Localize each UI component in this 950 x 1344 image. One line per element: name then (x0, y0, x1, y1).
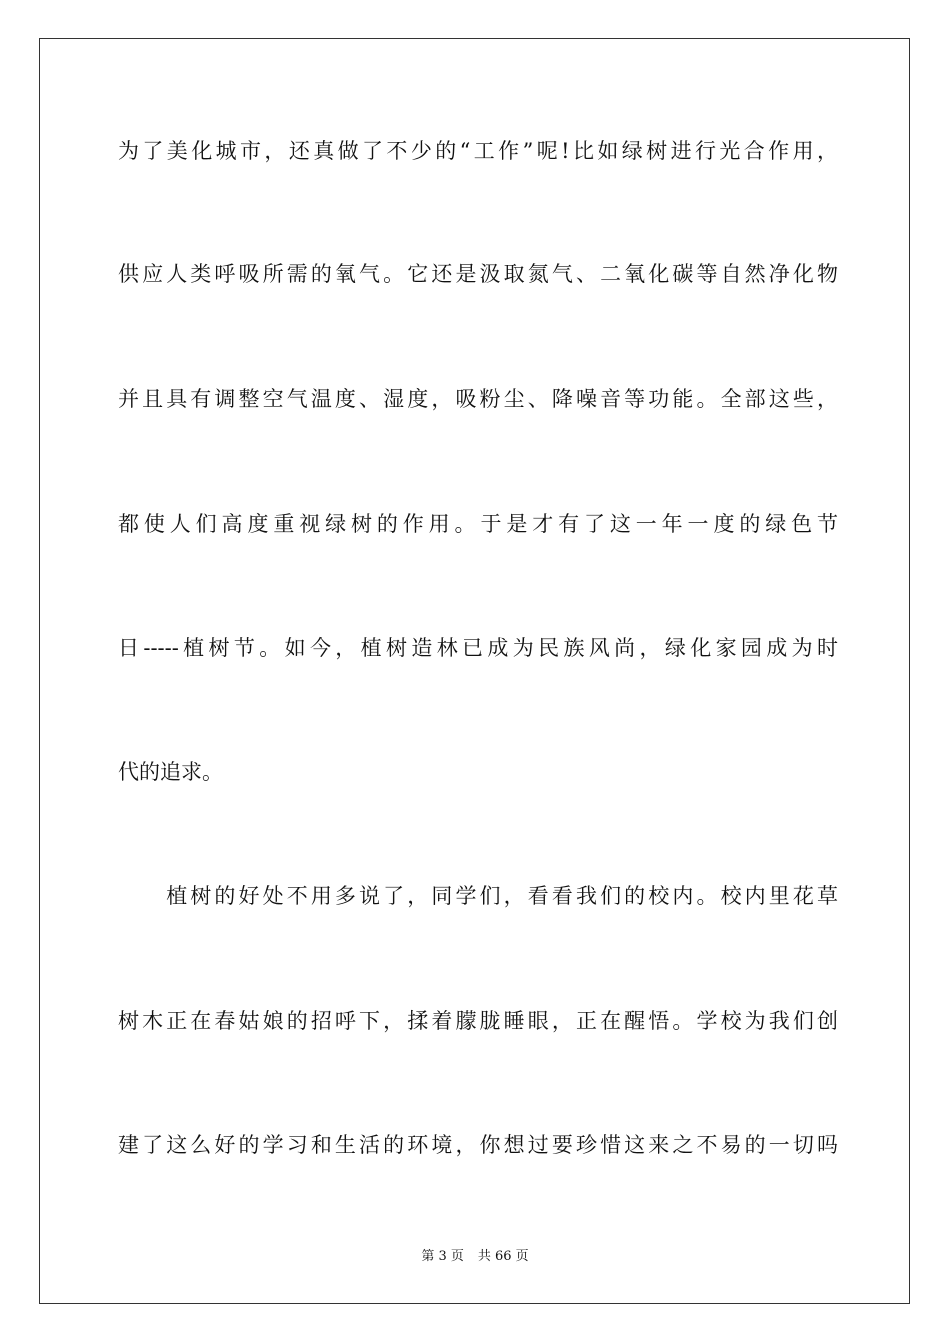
text-line-2: 供应人类呼吸所需的氧气。它还是汲取氮气、二氧化碳等自然净化物 (118, 262, 838, 286)
text-line-5: 日-----植树节。如今，植树造林已成为民族风尚，绿化家园成为时 (118, 636, 838, 660)
text-line-9: 建了这么好的学习和生活的环境，你想过要珍惜这来之不易的一切吗 (118, 1133, 838, 1157)
text-line-8: 树木正在春姑娘的招呼下，揉着朦胧睡眼，正在醒悟。学校为我们创 (118, 1009, 838, 1033)
text-line-3: 并且具有调整空气温度、湿度，吸粉尘、降噪音等功能。全部这些， (118, 387, 838, 411)
page-number: 第 3 页 (421, 1249, 464, 1264)
page-total: 共 66 页 (477, 1249, 529, 1264)
text-line-6: 代的追求。 (118, 760, 223, 784)
page-border (39, 38, 910, 1304)
text-line-4: 都使人们高度重视绿树的作用。于是才有了这一年一度的绿色节 (118, 512, 838, 536)
page-footer (0, 1248, 950, 1266)
text-line-1: 为了美化城市，还真做了不少的“工作”呢!比如绿树进行光合作用， (118, 139, 838, 163)
text-line-7: 植树的好处不用多说了，同学们，看看我们的校内。校内里花草 (118, 884, 838, 908)
